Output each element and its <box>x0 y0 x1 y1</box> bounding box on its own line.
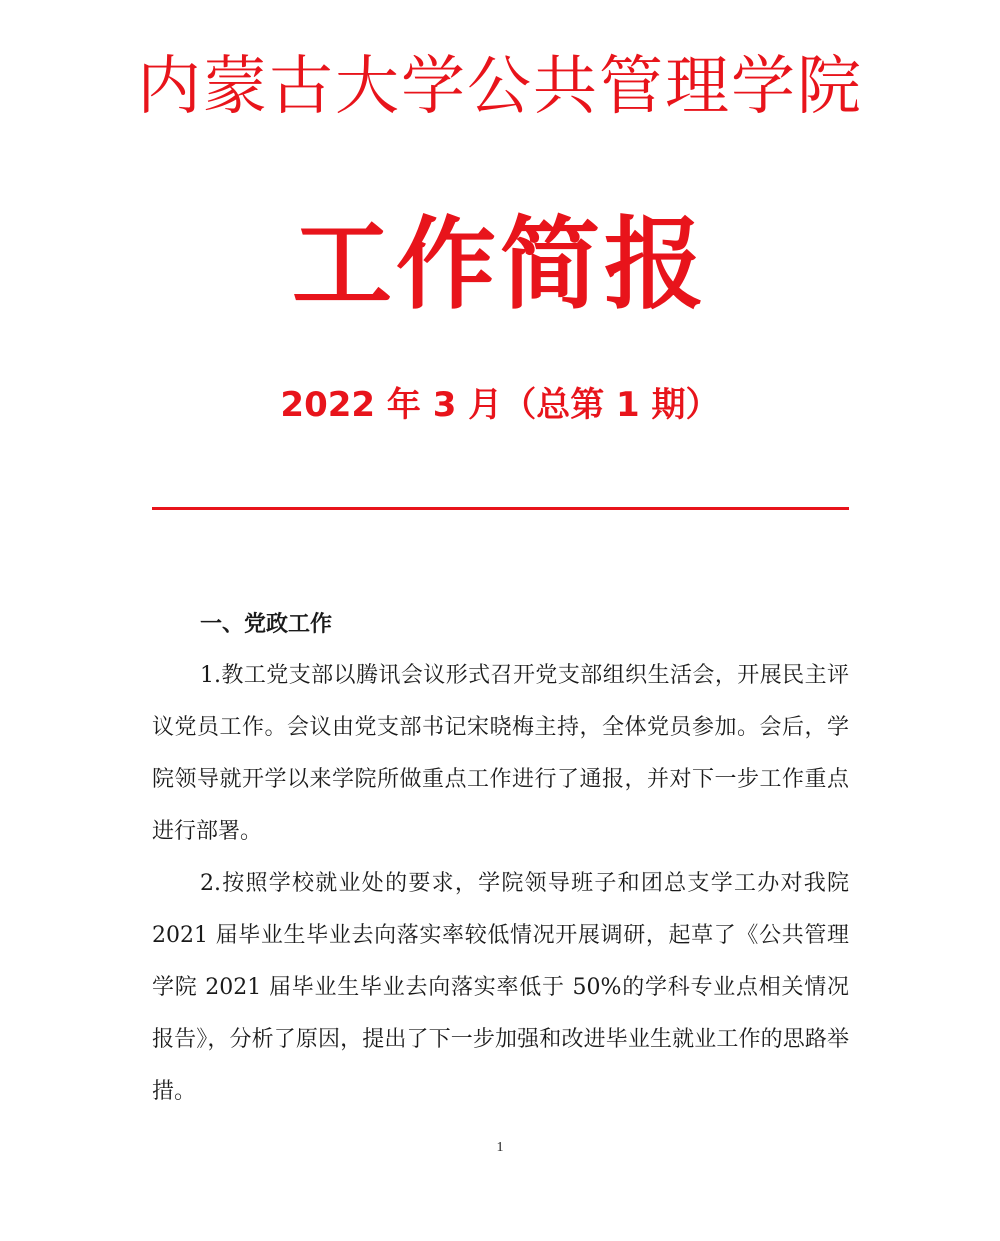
red-divider <box>152 507 849 510</box>
paragraph-1: 1.教工党支部以腾讯会议形式召开党支部组织生活会，开展民主评议党员工作。会议由党支部书记宋晓梅主持，全体党员参加。会后，学院领导就开学以来学院所做重点工作进行了通报，并对下一步工作重点进行部署。 <box>152 663 849 844</box>
section-heading: 一、党政工作 <box>200 611 333 637</box>
paragraph-2: 2.按照学校就业处的要求，学院领导班子和团总支学工办对我院 2021 届毕业生毕业去向落实率较低情况开展调研，起草了《公共管理学院 2021 届毕业生毕业去向落实率低于 50%的学科专业点相关情况报告》，分析了原因，提出了下一步加强和改进毕业生就业工作的思路举措。 <box>152 871 849 1104</box>
document-title: 工作简报 <box>292 206 708 323</box>
document-body <box>152 598 849 1118</box>
issue-line: 2022 年 3 月（总第 1 期） <box>280 385 720 425</box>
page-number: 1 <box>496 1140 504 1155</box>
org-name: 内蒙古大学公共管理学院 <box>137 50 863 124</box>
